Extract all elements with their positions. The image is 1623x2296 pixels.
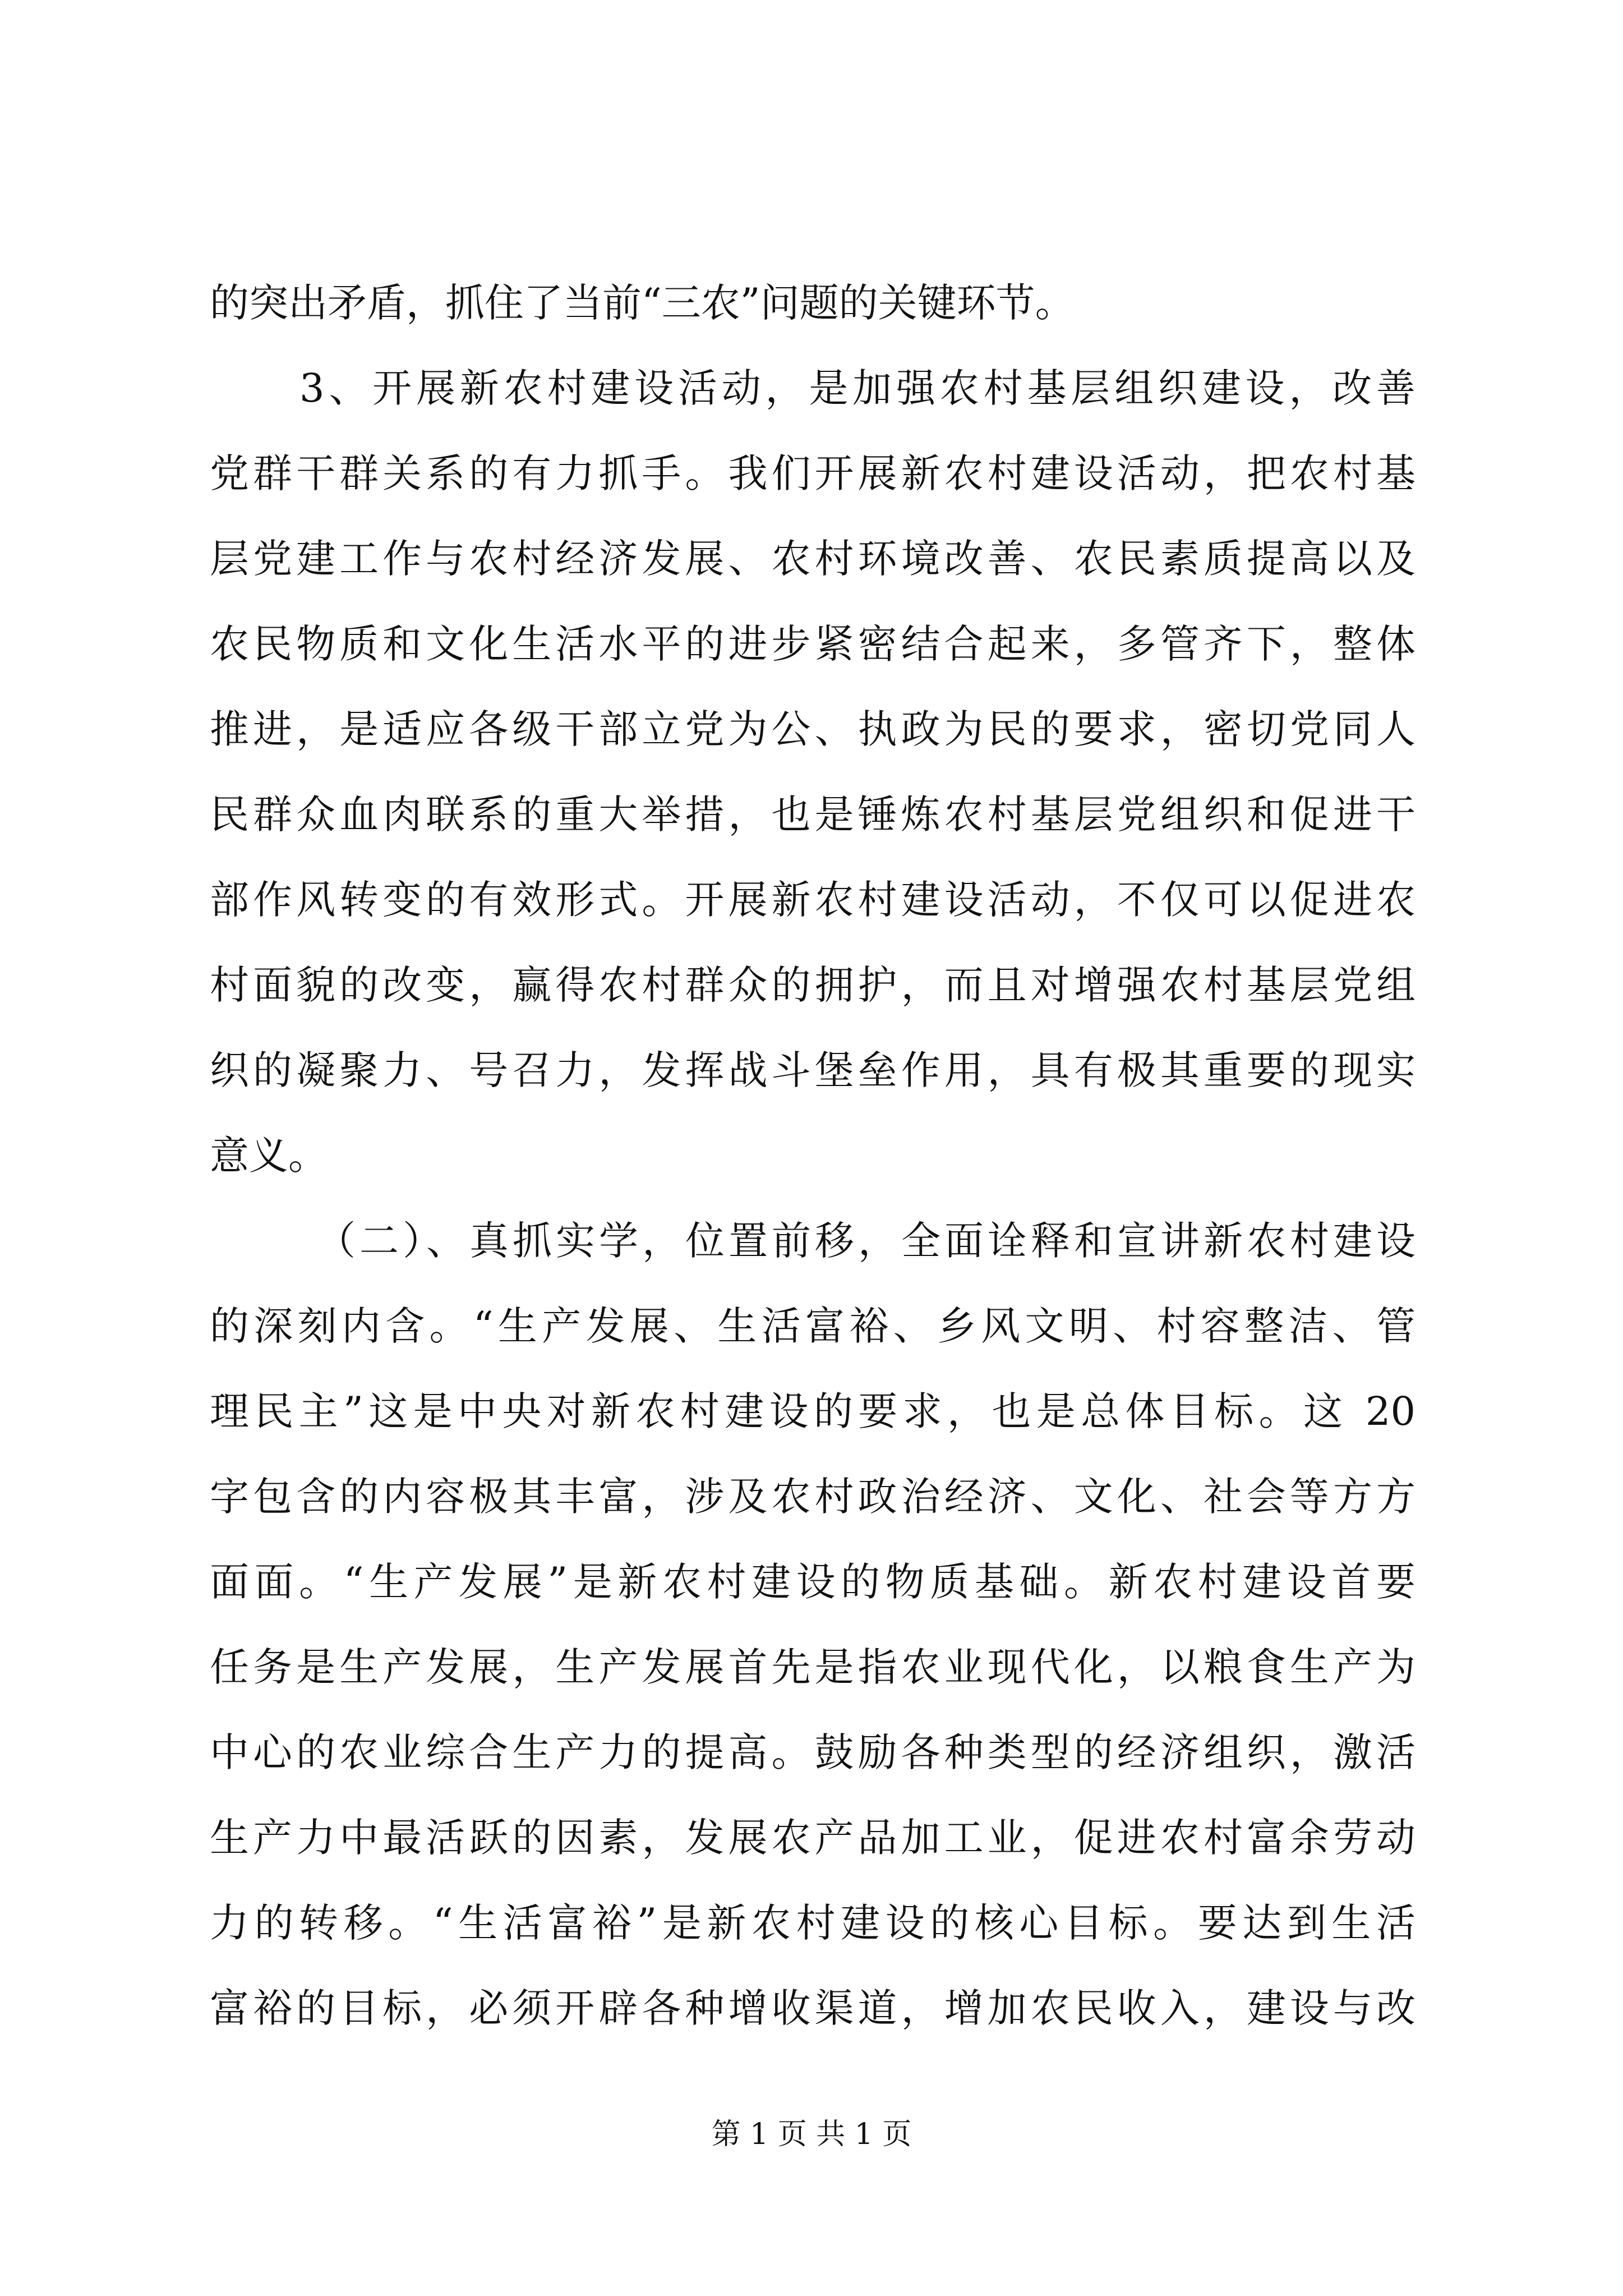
text-line: 任务是生产发展，生产发展首先是指农业现代化，以粮食生产为 (210, 1644, 1415, 1690)
text-line: 中心的农业综合生产力的提高。鼓励各种类型的经济组织，激活 (210, 1729, 1415, 1775)
text-line: 农民物质和文化生活水平的进步紧密结合起来，多管齐下，整体 (210, 621, 1415, 667)
page-footer: 第 1 页 共 1 页 (711, 2118, 912, 2151)
text-line: 部作风转变的有效形式。开展新农村建设活动，不仅可以促进农 (210, 877, 1415, 923)
text-line: 推进，是适应各级干部立党为公、执政为民的要求，密切党同人 (210, 706, 1415, 752)
text-line: 层党建工作与农村经济发展、农村环境改善、农民素质提高以及 (210, 536, 1415, 582)
text-line: 的突出矛盾，抓住了当前“三农”问题的关键环节。 (210, 280, 1075, 326)
text-line: 3、开展新农村建设活动，是加强农村基层组织建设，改善 (299, 365, 1415, 411)
body-text (210, 260, 1415, 2051)
text-line: 理民主”这是中央对新农村建设的要求，也是总体目标。这 20 (210, 1388, 1415, 1434)
text-line: 的深刻内含。“生产发展、生活富裕、乡风文明、村容整洁、管 (210, 1303, 1415, 1349)
text-line: 村面貌的改变，赢得农村群众的拥护，而且对增强农村基层党组 (210, 962, 1415, 1008)
text-line: 织的凝聚力、号召力，发挥战斗堡垒作用，具有极其重要的现实 (210, 1047, 1415, 1093)
text-line: 力的转移。“生活富裕”是新农村建设的核心目标。要达到生活 (210, 1900, 1415, 1946)
text-line: 民群众血肉联系的重大举措，也是锤炼农村基层党组织和促进干 (210, 792, 1415, 838)
text-line: 党群干群关系的有力抓手。我们开展新农村建设活动，把农村基 (210, 450, 1415, 496)
text-line: 富裕的目标，必须开辟各种增收渠道，增加农民收入，建设与改 (210, 1985, 1415, 2031)
text-line: 意义。 (210, 1133, 328, 1179)
text-line: （二）、真抓实学，位置前移，全面诠释和宣讲新农村建设 (316, 1218, 1415, 1264)
text-line: 生产力中最活跃的因素，发展农产品加工业，促进农村富余劳动 (210, 1815, 1415, 1861)
text-line: 面面。“生产发展”是新农村建设的物质基础。新农村建设首要 (210, 1559, 1415, 1605)
text-line: 字包含的内容极其丰富，涉及农村政治经济、文化、社会等方方 (210, 1474, 1415, 1520)
